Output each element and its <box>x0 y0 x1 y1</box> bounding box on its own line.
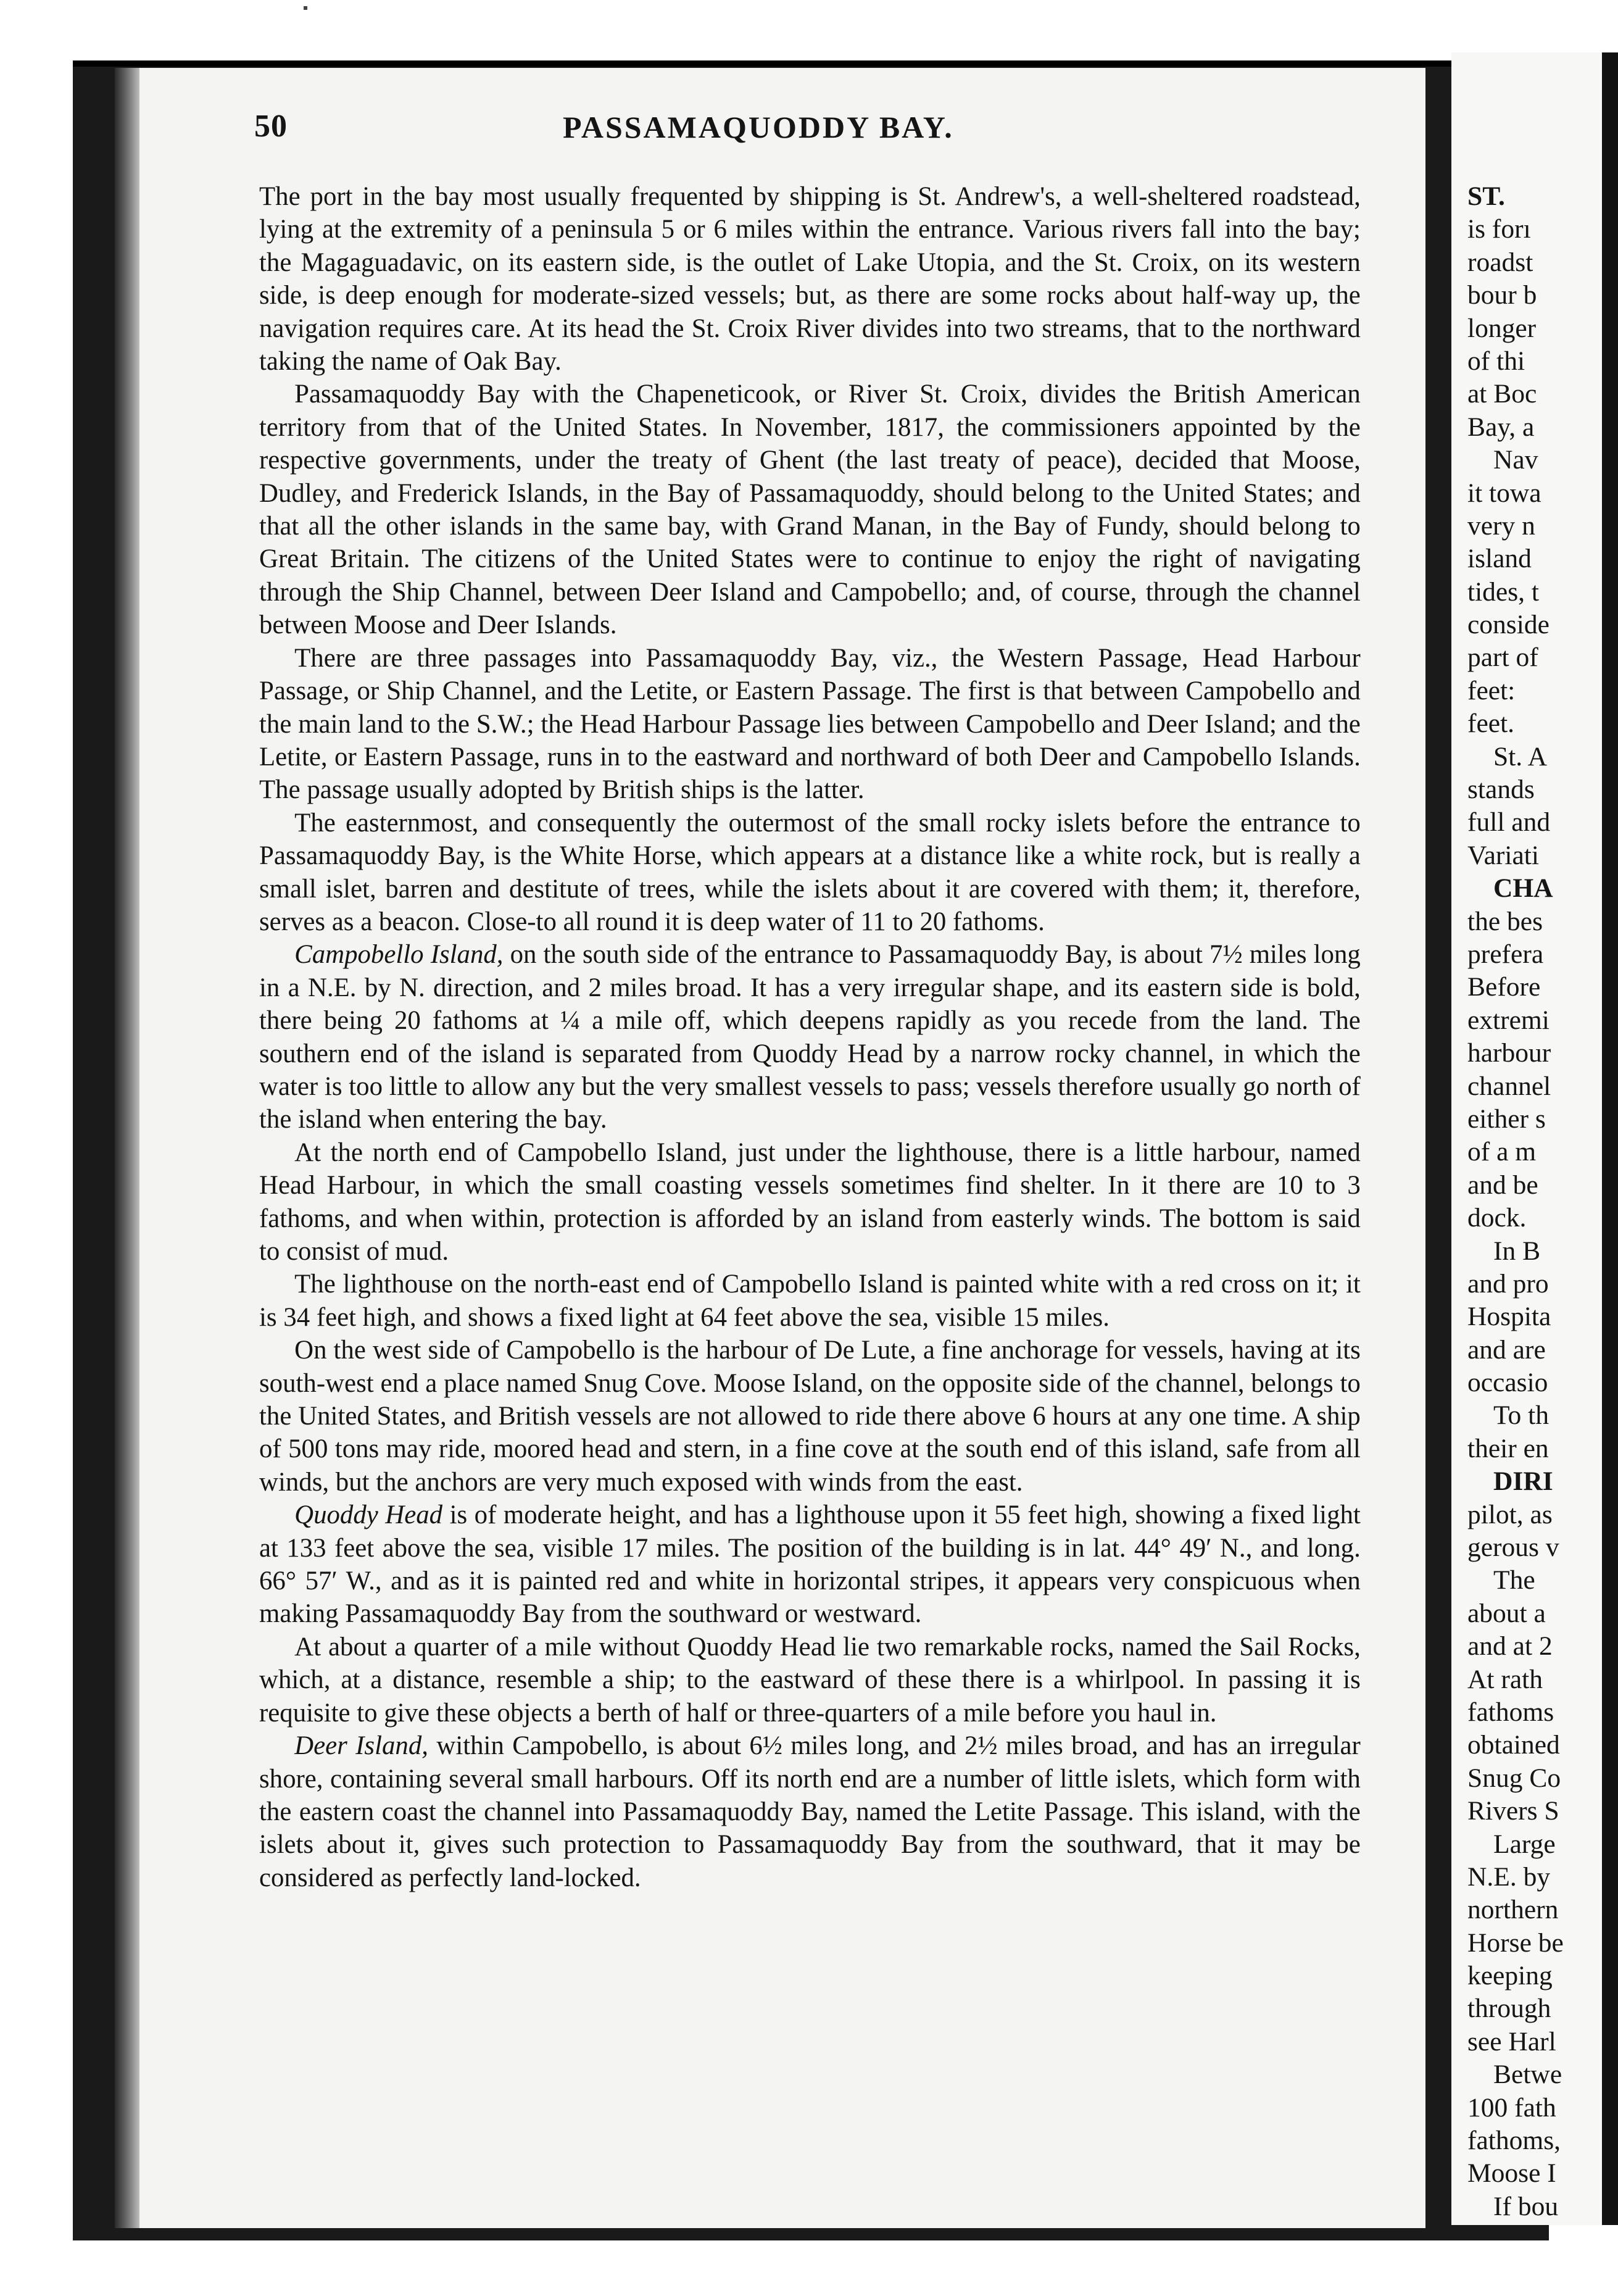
body-text <box>259 180 1361 1894</box>
paragraph <box>259 1631 1361 1729</box>
facing-page-line: conside <box>1467 610 1550 640</box>
paragraph-text: The easternmost, and consequently the outermost of the small rocky islets before the entrance to Passamaquoddy Bay, is the White Horse, which appears at a distance like a white rock, but is really a small islet, barren and destitute of trees, while the islets about it are covered with them; it, therefore, serves as a beacon. Close-to all round it is deep water of 11 to 20 fathoms. <box>259 807 1361 936</box>
facing-page-line: Hospita <box>1467 1302 1551 1332</box>
facing-page-line: St. A <box>1493 741 1548 772</box>
paragraph-text: The port in the bay most usually frequented by shipping is St. Andrew's, a well-sheltered roadstead, lying at the extremity of a peninsula 5 or 6 miles within the entrance. Various rivers fall into the bay; the Magaguadavic, on its eastern side, is the outlet of Lake Utopia, and the St. Croix, on its western side, is deep enough for moderate-sized vessels; but, as there are some rocks about half-way up, the navigation requires care. At its head the St. Croix River divides into two streams, that to the northward taking the name of Oak Bay. <box>259 181 1361 376</box>
facing-page-line: The <box>1493 1565 1535 1595</box>
facing-page-line: see Harl <box>1467 2026 1556 2057</box>
facing-page-line: pilot, as <box>1467 1499 1553 1529</box>
paragraph-text: within Campobello, is about 6½ miles long, and 2½ miles broad, and has an irregular shore, containing several small harbours. Off its north end are a number of little islets, which form with the eastern coast the channel into Passamaquoddy Bay, named the Letite Passage. This island, with the islets about it, gives such protection to Passamaquoddy Bay from the southward, that it may be considered as perfectly land-locked. <box>259 1731 1361 1892</box>
paragraph <box>259 1268 1361 1334</box>
facing-page-line: CHA <box>1493 873 1553 904</box>
facing-page-line: At rath <box>1467 1664 1543 1694</box>
paragraph-text: Passamaquoddy Bay with the Chapeneticook, or River St. Croix, divides the British American territory from that of the United States. In November, 1817, the commissioners appointed by the respective governments, under the treaty of Ghent (the last treaty of peace), decided that Moose, Dudley, and Frederick Islands, in the Bay of Passamaquoddy, should belong to the United States; and that all the other islands in the same bay, with Grand Manan, in the Bay of Fundy, should belong to Great Britain. The citizens of the United States were to continue to enjoy the right of navigating through the Ship Channel, between Deer Island and Campobello; and, of course, through the channel between Moose and Deer Islands. <box>259 379 1361 640</box>
page-header <box>254 108 1377 157</box>
facing-page-line: In B <box>1493 1236 1541 1266</box>
gutter-shadow <box>115 68 139 2228</box>
facing-page-line: harbour <box>1467 1038 1551 1068</box>
facing-page-line: DIRI <box>1493 1466 1553 1497</box>
facing-page-line: Betwe <box>1493 2060 1562 2090</box>
facing-page-line: extremi <box>1467 1005 1550 1035</box>
facing-page-line: and pro <box>1467 1268 1549 1299</box>
facing-page-line: full and <box>1467 807 1551 838</box>
facing-page-line: through <box>1467 1994 1551 2024</box>
paragraph-text: on the south side of the entrance to Passamaquoddy Bay, is about 7½ miles long in a N.E. by N. direction, and 2 miles broad. It has a very irregular shape, and its eastern side is bold, there being 20 fathoms at ¼ a mile off, which deepens rapidly as you recede from the land. The southern end of the island is separated from Quoddy Head by a narrow rocky channel, in which the water is too little to allow any but the very smallest vessels to pass; vessels therefore usually go north of the island when entering the bay. <box>259 939 1361 1134</box>
facing-page-line: Nav <box>1493 445 1538 475</box>
paragraph-text: At about a quarter of a mile without Quoddy Head lie two remarkable rocks, named the Sail Rocks, which, at a distance, resemble a ship; to the eastward of these there is a whirlpool. In passing it is requisite to give these objects a berth of half or three-quarters of a mile before you haul in. <box>259 1631 1361 1728</box>
facing-page-line: feet. <box>1467 709 1515 739</box>
facing-page-line: occasio <box>1467 1368 1548 1398</box>
facing-page-line: Moose I <box>1467 2158 1556 2189</box>
paragraph <box>259 180 1361 378</box>
facing-page-line: fathoms, <box>1467 2126 1561 2156</box>
facing-page-line: at Boc <box>1467 379 1537 409</box>
italic-lead: Deer Island, <box>294 1731 428 1761</box>
facing-page-line: either s <box>1467 1104 1546 1134</box>
facing-page-line: Horse be <box>1467 1928 1564 1958</box>
facing-page-line: gerous v <box>1467 1533 1559 1563</box>
facing-page-line: roadst <box>1467 247 1533 277</box>
paragraph-text: is of moderate height, and has a lighthouse upon it 55 feet high, showing a fixed light at 133 feet above the sea, visible 17 miles. The position of the building is in lat. 44° 49′ N., and long. 66° 57′ W., and as it is painted red and white in horizontal stripes, it appears very conspicuous when making Passamaquoddy Bay from the southward or westward. <box>259 1500 1361 1629</box>
paragraph-text: The lighthouse on the north-east end of Campobello Island is painted white with a red cross on it; it is 34 feet high, and shows a fixed light at 64 feet above the sea, visible 15 miles. <box>259 1269 1361 1332</box>
facing-page-line: If bou <box>1493 2191 1559 2221</box>
facing-page-line: northern <box>1467 1895 1559 1925</box>
facing-page-line: bour b <box>1467 280 1537 310</box>
facing-page-line: tides, t <box>1467 576 1539 607</box>
facing-page-line: fathoms <box>1467 1697 1554 1727</box>
paragraph <box>259 807 1361 939</box>
facing-page-line: part of <box>1467 643 1538 673</box>
facing-page-line: the bes <box>1467 906 1543 936</box>
facing-page-line: and at 2 <box>1467 1631 1553 1662</box>
italic-lead: Quoddy Head <box>294 1500 443 1530</box>
paragraph <box>259 642 1361 807</box>
running-title: PASSAMAQUODDY BAY. <box>563 110 954 144</box>
facing-page-line: about a <box>1467 1598 1546 1628</box>
paragraph <box>259 1136 1361 1268</box>
facing-page-line: and be <box>1467 1170 1538 1200</box>
facing-page-line: is forı <box>1467 214 1531 244</box>
paragraph <box>259 1499 1361 1631</box>
facing-page-line: keeping <box>1467 1961 1553 1991</box>
facing-page-line: N.E. by <box>1467 1861 1551 1892</box>
paragraph-text: At the north end of Campobello Island, just under the lighthouse, there is a little harbour, named Head Harbour, in which the small coasting vessels sometimes find shelter. In it there are 10 to 3 fathoms, and when within, protection is afforded by an island from easterly winds. The bottom is said to consist of mud. <box>259 1137 1361 1266</box>
facing-page-line: dock. <box>1467 1203 1527 1233</box>
paragraph <box>259 378 1361 641</box>
facing-page-line: island <box>1467 544 1532 574</box>
facing-page-line: and are <box>1467 1334 1546 1365</box>
facing-page-line: Rivers S <box>1467 1796 1559 1826</box>
facing-page-line: very n <box>1467 510 1535 541</box>
facing-page-line: Large <box>1493 1829 1556 1859</box>
paragraph <box>259 938 1361 1136</box>
scan-speck <box>304 6 307 10</box>
facing-page-line: ST. <box>1467 181 1505 211</box>
paragraph-text: There are three passages into Passamaquoddy Bay, viz., the Western Passage, Head Harbour Passage, or Ship Channel, and the Letite, or Eastern Passage. The first is that between Campobello and the main land to the S.W.; the Head Harbour Passage lies between Campobello and Deer Island; and the Letite, or Eastern Passage, runs in to the eastward and northward of both Deer and Campobello Islands. The passage usually adopted by British ships is the latter. <box>259 643 1361 805</box>
facing-page-line: Variati <box>1467 840 1539 870</box>
facing-page-line: longer <box>1467 313 1537 343</box>
facing-page-line: it towa <box>1467 478 1541 508</box>
facing-page-line: their en <box>1467 1433 1549 1463</box>
facing-page-line: of a m <box>1467 1137 1537 1167</box>
facing-page-line: Snug Co <box>1467 1763 1561 1793</box>
facing-page-line: 100 fath <box>1467 2092 1556 2123</box>
facing-page-text <box>1467 180 1611 2223</box>
facing-page-line: Bay, a <box>1467 412 1535 442</box>
paragraph <box>259 1729 1361 1894</box>
paragraph <box>259 1334 1361 1499</box>
facing-page-line: channel <box>1467 1071 1551 1101</box>
facing-page-line: stands <box>1467 775 1535 805</box>
facing-page-line: of thi <box>1467 346 1525 376</box>
facing-page-line: prefera <box>1467 939 1544 969</box>
facing-page-line: feet: <box>1467 675 1516 705</box>
facing-page-line: Before <box>1467 972 1541 1002</box>
facing-page-line: obtained <box>1467 1730 1560 1760</box>
facing-page-line: To th <box>1493 1400 1549 1431</box>
scan-top-edge <box>73 60 1549 67</box>
page-number: 50 <box>254 109 288 144</box>
italic-lead: Campobello Island, <box>294 939 504 970</box>
paragraph-text: On the west side of Campobello is the harbour of De Lute, a fine anchorage for vessels, having at its south-west end a place named Snug Cove. Moose Island, on the opposite side of the channel, belongs to the United States, and British vessels are not allowed to ride there above 6 hours at any one time. A ship of 500 tons may ride, moored head and stern, in a fine cove at the south end of this island, safe from all winds, but the anchors are very much exposed with winds from the east. <box>259 1335 1361 1497</box>
